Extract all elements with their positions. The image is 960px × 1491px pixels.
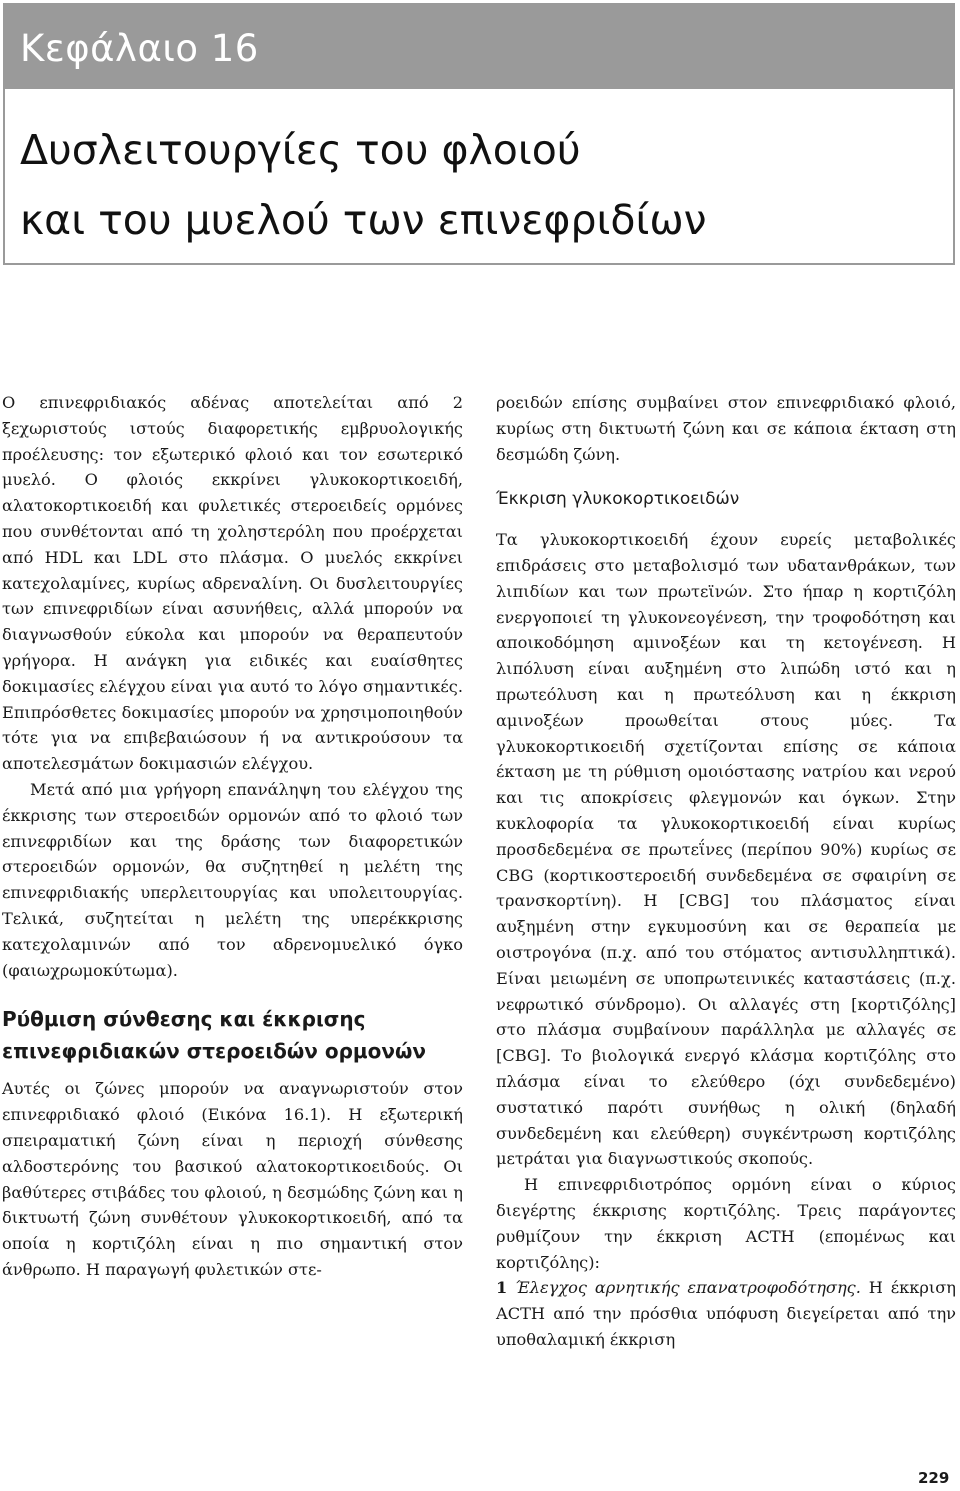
paragraph: Ο επινεφριδιακός αδένας αποτελείται από 2 ξεχωριστούς ιστούς διαφορετικής εμβρυολογικής προέλευσης: τον εξωτερικό φλοιό και τον εσωτερικό μυελό. Ο φλοιός εκκρίνει γλυκοκορτικοειδή, αλατοκορτικοειδή και φυλετικές στεροειδείς ορμόνες που συνθέτονται από τη χοληστερόλη που προέρχεται από HDL και LDL στο πλάσμα. Ο μυελός εκκρίνει κατεχολαμίνες, κυρίως αδρεναλίνη. Οι δυσλειτουργίες των επινεφριδίων είναι ασυνήθεις, αλλά μπορούν να διαγνωσθούν εύκολα και μπορούν να θεραπευτούν γρήγορα. Η ανάγκη για ειδικές και ευαίσθητες δοκιμασίες ελέγχου είναι για αυτό το λόγο σημαντικές. Επιπρόσθετες δοκιμασίες μπορούν να χρησιμοποιηθούν τότε για να επιβεβαιώσουν ή να αντικρούσουν τα αποτελεσμάτων δοκιμασιών ελέγχου. xyxy=(2,393,463,774)
chapter-title-line2: και του μυελού των επινεφριδίων xyxy=(20,196,707,244)
section-heading: Ρύθμιση σύνθεσης και έκκρισης επινεφριδιακών στεροειδών ορμονών xyxy=(2,1007,427,1064)
page-number: 229 xyxy=(918,1469,950,1487)
chapter-bar xyxy=(5,5,953,89)
left-column xyxy=(2,390,463,1283)
paragraph: Μετά από μια γρήγορη επανάληψη του ελέγχου της έκκρισης των στεροειδών ορμονών από το φλοιό των επινεφριδίων και της δράσης των διαφορετικών στεροειδών ορμονών, θα συζητηθεί η μελέτη της επινεφριδιακής υπερλειτουργίας και υπολειτουργίας. Τελικά, συζητείται η μελέτη της υπερέκκρισης κατεχολαμινών από τον αδρενομυελικό όγκο (φαιωχρωμοκύτωμα). xyxy=(2,779,463,980)
list-item-title: Έλεγχος αρνητικής επανατροφοδότησης. xyxy=(515,1278,861,1298)
list-item-number: 1 xyxy=(496,1278,508,1298)
list-item-text: Η έκκριση ACTH από την πρόσθια υπόφυση διεγείρεται από την υποθαλαμική έκκριση xyxy=(496,1278,957,1349)
chapter-label: Κεφάλαιο 16 xyxy=(20,27,259,70)
paragraph: Η επινεφριδιοτρόπος ορμόνη είναι ο κύριος διεγέρτης έκκρισης κορτιζόλης. Τρεις παράγοντες ρυθμίζουν την έκκριση ACTH (επομένως και κορτιζόλης): xyxy=(496,1175,956,1272)
paragraph: Αυτές οι ζώνες μπορούν να αναγνωριστούν στον επινεφριδιακό φλοιό (Εικόνα 16.1). Η εξωτερική σπειραματική ζώνη είναι η περιοχή σύνθεσης αλδοστερόνης του βασικού αλατοκορτικοειδούς. Οι βαθύτερες στιβάδες του φλοιού, η δεσμώδης ζώνη και η δικτυωτή ζώνη συνθέτουν γλυκοκορτικοειδή, από τα οποία η κορτιζόλη είναι η πιο σημαντική στον άνθρωπο. Η παραγωγή φυλετικών στε- xyxy=(2,1079,463,1279)
right-column xyxy=(496,390,956,1353)
list-item xyxy=(496,1275,956,1352)
chapter-title-line1: Δυσλειτουργίες του φλοιού xyxy=(20,126,581,174)
section-heading: Έκκριση γλυκοκορτικοειδών xyxy=(496,489,740,510)
paragraph: Τα γλυκοκορτικοειδή έχουν ευρείς μεταβολικές επιδράσεις στο μεταβολισμό των υδατανθράκων, των λιπιδίων και των πρωτεϊνών. Στο ήπαρ η κορτιζόλη ενεργοποιεί τη γλυκονεογένεση, την τροφοδότηση και αποικοδόμηση αμινοξέων και τη κετογένεση. Η λιπόλυση είναι αυξημένη στο λιπώδη ιστό και η πρωτεόλυση και η πρωτεόλυση και η έκκριση αμινοξέων προωθείται στους μύες. Τα γλυκοκορτικοειδή σχετίζονται επίσης σε κάποια έκταση με τη ρύθμιση ομοιόστασης νατρίου και νερού και τις αποκρίσεις φλεγμονών και όγκων. Στην κυκλοφορία τα γλυκοκορτικοειδή είναι κυρίως προσδεδεμένα σε πρωτεΐνες (περίπου 90%) κυρίως σε CBG (κορτικοστεροειδή συνδεδεμένα σε σφαιρίνη σε τρανσκορτίνη). Η [CBG] του πλάσματος είναι αυξημένη στην εγκυμοσύνη και σε θεραπεία με οιστρογόνα (π.χ. από του στόματος αντισυλληπτικά). Είναι μειωμένη σε υποπρωτεινικές καταστάσεις (π.χ. νεφρωτικό σύνδρομο). Οι αλλαγές στη [κορτιζόλης] στο πλάσμα συμβαίνουν παράλληλα με αλλαγές σε [CBG]. Το βιολογικά ενεργό κλάσμα κορτιζόλης στο πλάσμα είναι το ελεύθερο (όχι συνδεδεμένο) συστατικό παρότι συνήθως η ολική (δηλαδή συνδεδεμένη και ελεύθερη) συγκέντρωση κορτιζόλης μετράται για διαγνωστικούς σκοπούς. xyxy=(496,530,956,1169)
chapter-title xyxy=(20,115,940,255)
paragraph: ροειδών επίσης συμβαίνει στον επινεφριδιακό φλοιό, κυρίως στη δικτυωτή ζώνη και σε κάποια έκταση στη δεσμώδη ζώνη. xyxy=(496,393,956,464)
chapter-header xyxy=(3,3,955,265)
